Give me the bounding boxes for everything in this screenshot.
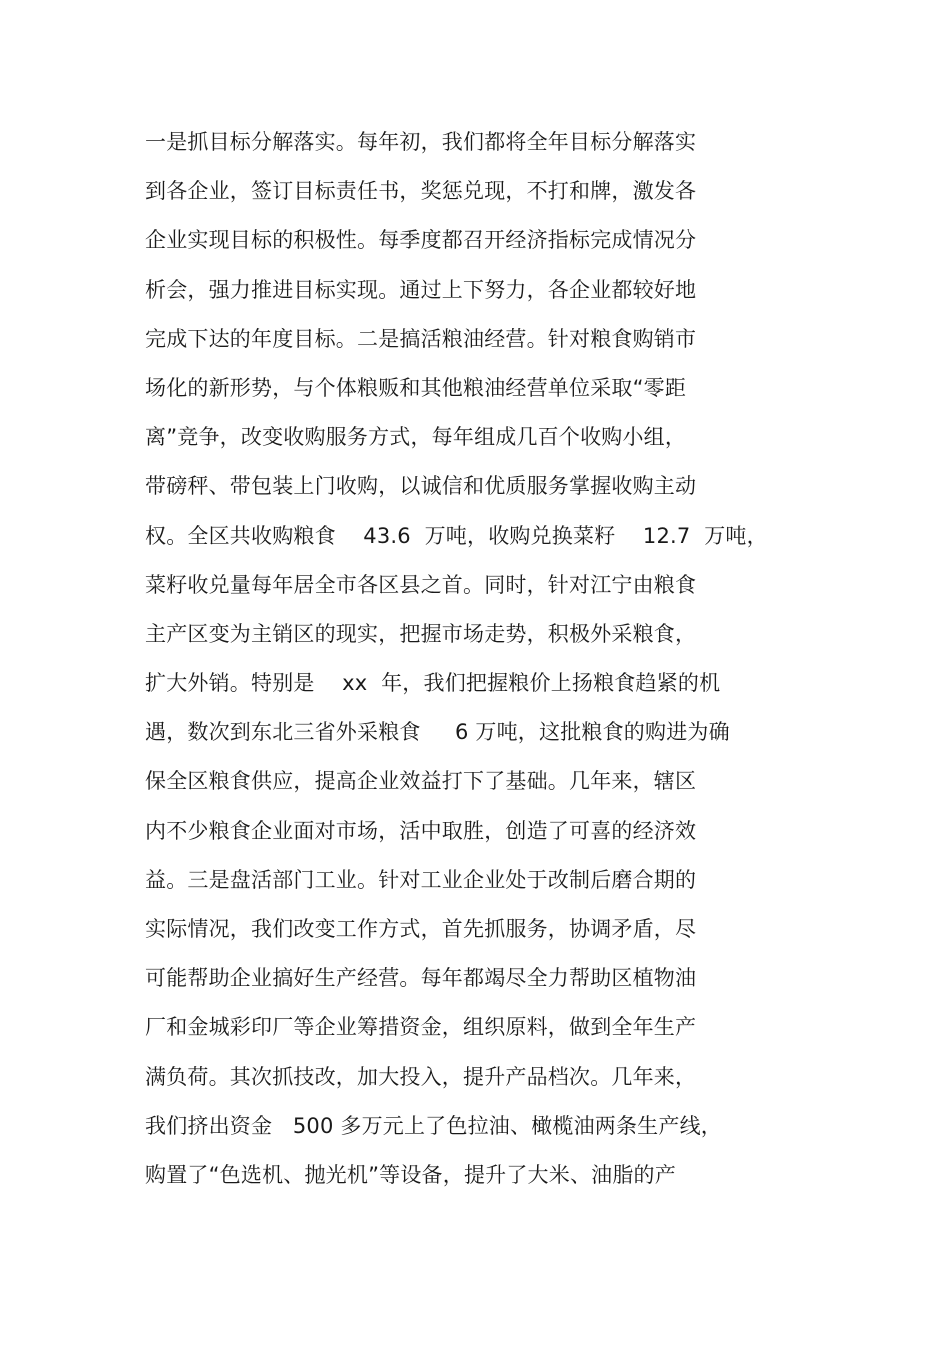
text-line-15: 内不少粮食企业面对市场，活中取胜，创造了可喜的经济效 [145, 818, 697, 843]
text-line-22: 购置了“色选机、抛光机”等设备，提升了大米、油脂的产 [145, 1162, 676, 1187]
text-line-6: 场化的新形势，与个体粮贩和其他粮油经营单位采取“零距 [145, 375, 687, 400]
text-line-12: 扩大外销。特别是 xx 年，我们把握粮价上扬粮食趋紧的机 [145, 671, 721, 696]
text-line-2: 到各企业，签订目标责任书，奖惩兑现，不打和牌，激发各 [145, 179, 697, 204]
text-line-21: 我们挤出资金 500 多万元上了色拉油、橄榄油两条生产线， [145, 1113, 722, 1138]
text-line-10: 菜籽收兑量每年居全市各区县之首。同时，针对江宁由粮食 [145, 572, 697, 597]
text-line-16: 益。三是盘活部门工业。针对工业企业处于改制后磨合期的 [145, 867, 697, 892]
text-line-7: 离”竞争，改变收购服务方式，每年组成几百个收购小组， [145, 425, 687, 450]
text-line-4: 析会，强力推进目标实现。通过上下努力，各企业都较好地 [145, 277, 697, 302]
text-line-5: 完成下达的年度目标。二是搞活粮油经营。针对粮食购销市 [145, 326, 697, 351]
text-line-1: 一是抓目标分解落实。每年初，我们都将全年目标分解落实 [145, 130, 697, 154]
text-line-20: 满负荷。其次抓技改，加大投入，提升产品档次。几年来， [145, 1064, 697, 1089]
text-line-14: 保全区粮食供应，提高企业效益打下了基础。几年来，辖区 [145, 769, 697, 794]
text-line-11: 主产区变为主销区的现实，把握市场走势，积极外采粮食， [145, 621, 697, 646]
body-text [145, 118, 845, 1200]
text-line-8: 带磅秤、带包装上门收购，以诚信和优质服务掌握收购主动 [145, 474, 697, 499]
text-line-17: 实际情况，我们改变工作方式，首先抓服务，协调矛盾，尽 [145, 917, 697, 941]
text-line-18: 可能帮助企业搞好生产经营。每年都竭尽全力帮助区植物油 [145, 966, 697, 991]
text-line-9: 权。全区共收购粮食 43.6 万吨，收购兑换菜籽 12.7 万吨， [145, 523, 768, 548]
text-line-3: 企业实现目标的积极性。每季度都召开经济指标完成情况分 [145, 228, 697, 253]
text-line-19: 厂和金城彩印厂等企业筹措资金，组织原料，做到全年生产 [145, 1015, 697, 1040]
text-line-13: 遇，数次到东北三省外采粮食 6 万吨，这批粮食的购进为确 [145, 720, 730, 745]
